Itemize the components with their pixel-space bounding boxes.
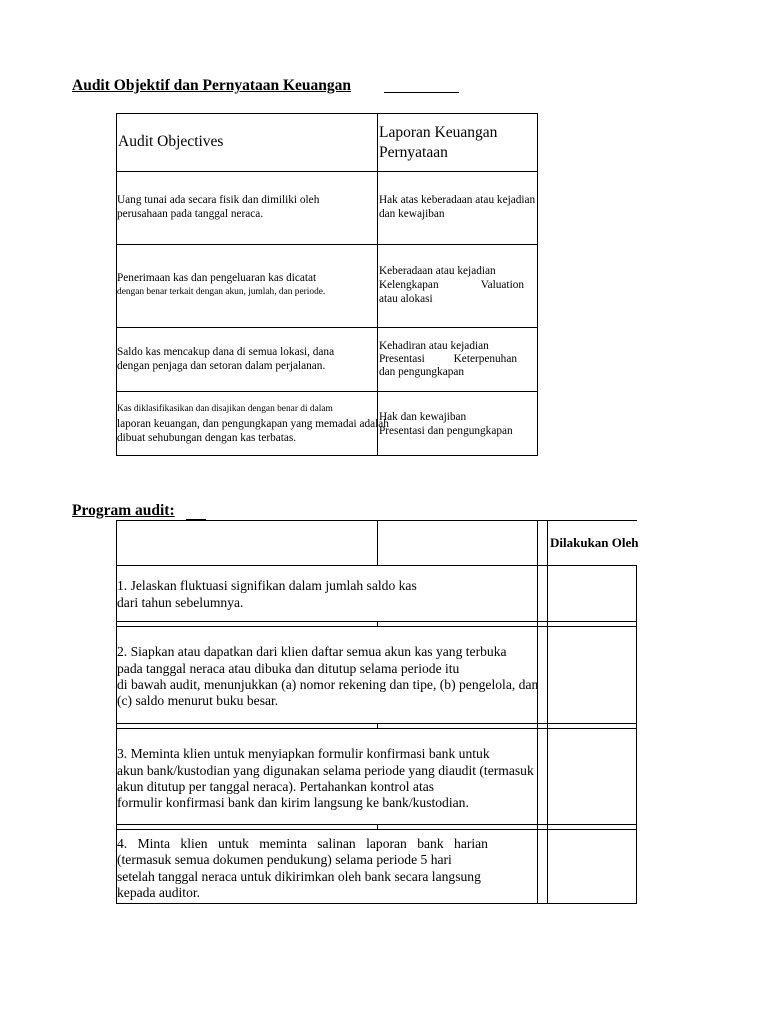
table2-col-divider — [547, 520, 548, 904]
assertion-2-kelengkapan: Kelengkapan — [379, 279, 439, 291]
assertion-3-line3: dan pengungkapan — [379, 366, 465, 378]
step-4-word: klien — [180, 836, 208, 851]
assertion-2-valuation: Valuation — [480, 279, 524, 291]
section1-title: Audit Objektif dan Pernyataan Keuangan — [72, 77, 352, 94]
table1-border-top — [116, 113, 538, 114]
assertion-1-line1: Hak atas keberadaan atau kejadian — [379, 194, 536, 206]
step-4-line2: (termasuk semua dokumen pendukung) selama periode 5 hari — [117, 852, 452, 867]
objective-2-line2: dengan benar terkait dengan akun, jumlah, dan periode. — [117, 287, 326, 297]
header-dilakukan-oleh: Dilakukan Oleh — [550, 535, 639, 550]
table2-border-bottom — [116, 903, 637, 904]
step-4-line1-text — [117, 836, 488, 852]
header-audit-objectives: Audit Objectives — [118, 133, 224, 150]
step-4-word: harian — [454, 836, 488, 851]
header-laporan-keuangan: Laporan Keuangan — [379, 124, 498, 141]
assertion-3-presentasi: Presentasi — [379, 353, 425, 365]
step-3-line4: formulir konfirmasi bank dan kirim langsung ke bank/kustodian. — [117, 795, 469, 810]
header-pernyataan: Pernyataan — [379, 144, 448, 161]
table1-row-divider — [116, 327, 538, 328]
step-4-word: laporan — [366, 836, 407, 851]
title-underline — [384, 92, 459, 93]
step-4-line1 — [117, 836, 488, 852]
objective-3-line2: dengan penjaga dan setoran dalam perjalanan. — [117, 360, 326, 372]
step-4-word: Minta — [137, 836, 171, 851]
objective-4-line3: dibuat sehubungan dengan kas terbatas. — [117, 432, 297, 444]
assertion-2-line3: atau alokasi — [379, 293, 433, 305]
step-4-word: bank — [417, 836, 444, 851]
step-4-line3: setelah tanggal neraca untuk dikirimkan oleh bank secara langsung — [117, 869, 481, 884]
objective-1-line2: perusahaan pada tanggal neraca. — [117, 208, 264, 220]
step-3-line3: akun ditutup per tanggal neraca). Pertahankan kontrol atas — [117, 779, 435, 794]
step-2-line3: di bawah audit, menunjukkan (a) nomor rekening dan tipe, (b) pengelola, dan — [117, 677, 539, 692]
assertion-2-line1: Keberadaan atau kejadian — [379, 265, 496, 277]
step-4-line4: kepada auditor. — [117, 885, 201, 900]
step-1-line2: dari tahun sebelumnya. — [117, 595, 244, 610]
table1-border-right — [537, 113, 538, 456]
objective-3-line1: Saldo kas mencakup dana di semua lokasi, dana — [117, 346, 335, 358]
table1-border-bottom — [116, 455, 538, 456]
table1-col-divider — [377, 113, 378, 456]
table2-col-divider — [377, 621, 378, 627]
step-1-line1: 1. Jelaskan fluktuasi signifikan dalam jumlah saldo kas — [117, 578, 417, 593]
assertion-3-line1: Kehadiran atau kejadian — [379, 340, 489, 352]
step-4-word: untuk — [217, 836, 249, 851]
table1-row-divider — [116, 244, 538, 245]
assertion-3-line2 — [379, 353, 517, 366]
assertion-3-keterpenuhan: Keterpenuhan — [453, 353, 517, 365]
step-2-line1: 2. Siapkan atau dapatkan dari klien daftar semua akun kas yang terbuka — [117, 644, 507, 659]
objective-1-line1: Uang tunai ada secara fisik dan dimiliki oleh — [117, 194, 320, 206]
table2-col-divider — [377, 723, 378, 729]
step-2-line4: (c) saldo menurut buku besar. — [117, 693, 279, 708]
table1-row-divider — [116, 171, 538, 172]
step-2-line2: pada tanggal neraca atau dibuka dan ditutup selama periode itu — [117, 661, 460, 676]
assertion-4-line2: Presentasi dan pengungkapan — [379, 425, 513, 437]
table2-border-right — [636, 565, 637, 904]
assertion-2-line2 — [379, 279, 524, 292]
step-4-word: meminta — [259, 836, 307, 851]
table1-row-divider — [116, 391, 538, 392]
assertion-4-line1: Hak dan kewajiban — [379, 411, 467, 423]
step-3-line2: akun bank/kustodian yang digunakan selama periode yang diaudit (termasuk — [117, 763, 534, 778]
objective-4-line2: laporan keuangan, dan pengungkapan yang memadai adalah — [117, 418, 389, 430]
objective-2-line1: Penerimaan kas dan pengeluaran kas dicatat — [117, 272, 317, 284]
table2-col-divider — [377, 824, 378, 830]
table2-col-divider — [377, 520, 378, 566]
step-3-line1: 3. Meminta klien untuk menyiapkan formulir konfirmasi bank untuk — [117, 746, 490, 761]
objective-4-line1: Kas diklasifikasikan dan disajikan dengan benar di dalam — [117, 404, 333, 414]
section2-title: Program audit: — [72, 502, 175, 519]
table2-col-divider — [537, 520, 538, 904]
step-4-word: 4. — [117, 836, 128, 851]
assertion-1-line2: dan kewajiban — [379, 208, 445, 220]
step-4-word: salinan — [317, 836, 356, 851]
